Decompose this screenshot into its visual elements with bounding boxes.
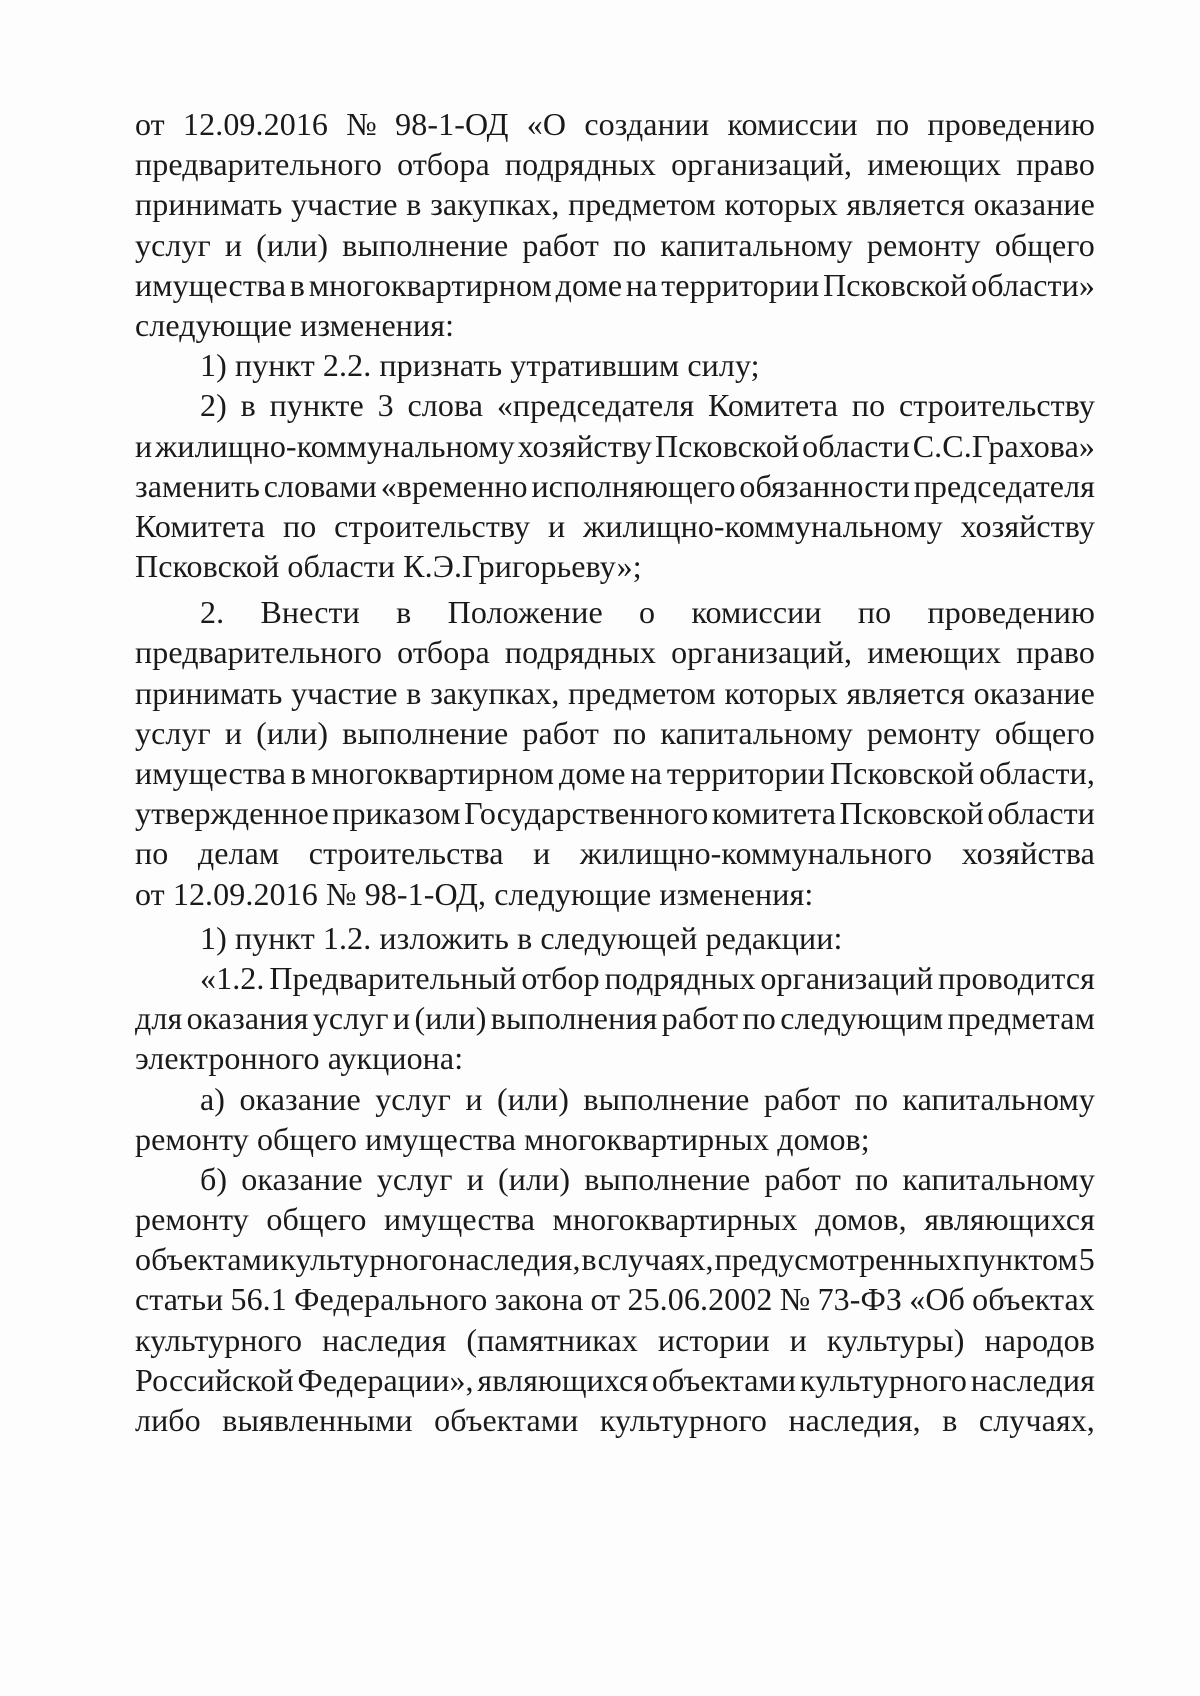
document-word: а): [200, 1080, 226, 1117]
document-word: проводится: [938, 959, 1095, 996]
document-word: право: [1016, 146, 1095, 183]
document-line: [135, 265, 1095, 305]
document-word: выявленными: [222, 1402, 413, 1438]
document-word: С.С.Грахова»: [912, 427, 1095, 464]
document-word: капитальному: [902, 1160, 1095, 1197]
document-word: оказание: [241, 1160, 363, 1197]
document-word: №: [779, 1281, 811, 1318]
document-word: выполнение: [342, 226, 509, 263]
document-word: отбора: [397, 146, 490, 183]
document-word: являющихся: [924, 1201, 1095, 1238]
document-word: от: [590, 1281, 621, 1318]
document-word: являющихся: [477, 1361, 649, 1398]
document-word: Предварительный: [269, 959, 517, 996]
document-word: организаций,: [671, 634, 853, 671]
document-word: общего: [266, 1201, 367, 1238]
document-word: культурного: [599, 1402, 767, 1438]
document-word: 12.09.2016: [183, 106, 329, 142]
document-word: отбор: [521, 959, 600, 996]
document-word: и: [533, 835, 551, 872]
document-word: культурного: [135, 1321, 303, 1358]
document-line: [135, 1159, 1095, 1199]
document-line: [135, 225, 1095, 265]
document-word: председателя: [913, 467, 1095, 504]
document-word: имущества: [384, 1201, 535, 1238]
document-word: и: [224, 226, 243, 263]
document-line: [135, 673, 1095, 713]
document-word: пункте: [269, 387, 364, 424]
document-word: б): [200, 1160, 228, 1197]
document-word: «О: [526, 106, 567, 142]
document-word: подрядных: [504, 146, 656, 183]
document-word: капитальному: [660, 714, 853, 751]
document-word: Комитета: [708, 387, 839, 424]
document-line: [135, 506, 1095, 546]
document-word: предметом: [568, 186, 716, 223]
document-word: делам: [197, 835, 280, 872]
document-word: предварительного: [135, 146, 383, 183]
document-body-text: [135, 104, 1095, 1440]
document-word: работ: [661, 1000, 739, 1037]
document-word: капитальному: [902, 1080, 1095, 1117]
document-word: истории: [657, 1321, 770, 1358]
document-word: Псковской: [823, 266, 968, 303]
document-word: по: [857, 594, 892, 631]
document-word: организаций,: [671, 146, 853, 183]
document-line: [135, 713, 1095, 753]
document-line: 1) пункт 1.2. изложить в следующей редакции:: [200, 919, 843, 956]
document-word: по: [855, 1160, 889, 1197]
document-word: домов,: [815, 1201, 907, 1238]
document-word: 2): [200, 387, 227, 424]
document-word: Федерального: [294, 1281, 488, 1318]
document-line: [135, 1400, 1095, 1440]
document-word: для: [135, 1000, 183, 1037]
document-line: [135, 144, 1095, 184]
document-word: имеющих: [867, 146, 1002, 183]
document-word: Федерации»,: [297, 1361, 474, 1398]
document-word: словами: [263, 467, 377, 504]
document-line: [135, 1320, 1095, 1360]
document-word: объектами: [651, 1361, 797, 1398]
document-line: 1) пункт 2.2. признать утратившим силу;: [200, 347, 760, 384]
document-word: в: [581, 1241, 597, 1278]
document-word: имущества: [135, 266, 286, 303]
document-word: наследия,: [448, 1241, 581, 1278]
document-word: которых: [724, 186, 838, 223]
document-word: комиссии: [691, 594, 822, 631]
document-word: по: [854, 1080, 889, 1117]
document-word: пунктом: [962, 1241, 1078, 1278]
document-word: работ: [522, 714, 599, 751]
document-word: ремонту: [866, 714, 981, 751]
document-word: культуры): [826, 1321, 965, 1358]
document-word: по: [742, 1000, 776, 1037]
document-line: электронного аукциона:: [135, 1040, 464, 1077]
document-word: Псковской: [839, 795, 984, 832]
document-word: (или): [498, 1160, 571, 1197]
document-word: Российской: [135, 1361, 294, 1398]
document-line: [135, 1239, 1095, 1279]
document-word: «председателя: [496, 387, 695, 424]
document-word: участие: [291, 186, 398, 223]
document-word: услуг: [135, 226, 211, 263]
document-word: на: [630, 755, 662, 791]
document-word: жилищно-коммунальному: [155, 427, 515, 464]
document-word: и: [465, 1080, 483, 1117]
document-word: (или): [496, 1080, 569, 1117]
document-word: комиссии: [727, 106, 858, 142]
document-word: проведению: [927, 594, 1095, 631]
document-word: 3: [377, 387, 394, 424]
document-word: (или): [256, 714, 329, 751]
document-line: [135, 958, 1095, 998]
document-word: случаях,: [597, 1241, 714, 1278]
document-word: территории: [661, 266, 820, 303]
document-word: и: [466, 1160, 484, 1197]
document-word: слова: [407, 387, 484, 424]
document-word: следующим: [780, 1000, 944, 1037]
document-line: Псковской области К.Э.Григорьеву»;: [135, 548, 642, 585]
document-word: (памятниках: [466, 1321, 638, 1358]
document-line: ремонту общего имущества многоквартирных домов;: [135, 1120, 870, 1157]
document-word: выполнение: [342, 714, 509, 751]
document-word: Псковской: [654, 427, 800, 464]
document-word: предварительного: [135, 634, 383, 671]
document-word: услуг: [376, 1160, 453, 1197]
document-word: по: [135, 835, 169, 872]
document-line: [135, 793, 1095, 833]
document-word: право: [1016, 634, 1095, 671]
document-word: ремонту: [135, 1201, 249, 1238]
document-word: области: [802, 427, 910, 464]
document-word: многоквартирных: [552, 1201, 798, 1238]
document-word: строительству: [334, 507, 531, 544]
document-word: работ: [522, 226, 599, 263]
document-word: в: [942, 1402, 958, 1438]
document-word: предусмотренных: [714, 1241, 962, 1278]
document-line: от 12.09.2016 № 98-1-ОД, следующие изменения:: [135, 875, 814, 912]
document-word: хозяйству: [517, 427, 653, 464]
document-word: исполняющего: [531, 467, 736, 504]
document-word: по: [612, 226, 647, 263]
document-word: ремонту: [866, 226, 981, 263]
document-word: приказом: [332, 795, 461, 832]
document-word: по: [875, 106, 910, 142]
document-word: народов: [984, 1321, 1095, 1358]
document-word: (или): [256, 226, 329, 263]
document-word: капитальному: [660, 226, 853, 263]
document-word: Положение: [447, 594, 603, 631]
document-word: «1.2.: [200, 959, 265, 996]
document-word: хозяйства: [961, 835, 1095, 872]
document-word: либо: [135, 1402, 201, 1438]
document-word: подрядных: [504, 634, 656, 671]
document-line: [135, 592, 1095, 632]
document-line: [135, 632, 1095, 672]
document-word: 73-ФЗ: [817, 1281, 903, 1318]
document-word: заменить: [135, 467, 260, 504]
document-word: 56.1: [230, 1281, 287, 1318]
document-word: оказание: [239, 1080, 361, 1117]
document-line: [135, 833, 1095, 873]
document-word: доме: [559, 755, 626, 791]
document-word: закона: [494, 1281, 584, 1318]
document-word: в: [406, 186, 422, 223]
document-word: в: [240, 387, 256, 424]
document-word: области»: [971, 266, 1095, 303]
document-word: многоквартирном: [308, 266, 552, 303]
document-word: объектами: [135, 1241, 280, 1278]
document-word: и: [789, 1321, 807, 1358]
document-word: в: [396, 594, 412, 631]
document-word: работ: [764, 1160, 841, 1197]
document-word: 2.: [200, 594, 225, 631]
document-line: [135, 184, 1095, 224]
document-word: общего: [994, 714, 1095, 751]
document-word: Псковской: [829, 755, 975, 791]
document-line: [135, 104, 1095, 144]
document-line: [135, 466, 1095, 506]
document-word: многоквартирном: [311, 755, 555, 791]
document-word: закупках,: [430, 186, 560, 223]
document-word: строительства: [308, 835, 504, 872]
document-word: комитета: [711, 795, 837, 832]
document-word: в: [289, 266, 305, 303]
document-word: наследия,: [788, 1402, 921, 1438]
document-word: принимать: [135, 186, 283, 223]
document-word: 98-1-ОД: [395, 106, 509, 142]
document-word: оказание: [973, 674, 1095, 711]
document-word: 25.06.2002: [627, 1281, 773, 1318]
document-word: на: [625, 266, 658, 303]
document-line: [135, 753, 1095, 793]
document-line: [135, 385, 1095, 425]
document-word: работ: [763, 1080, 841, 1117]
document-word: жилищно-коммунальному: [583, 507, 943, 544]
document-word: Комитета: [135, 507, 266, 544]
document-word: наследия: [970, 1361, 1095, 1398]
document-word: о: [639, 594, 656, 631]
document-word: услуг: [312, 1000, 389, 1037]
document-word: организаций: [760, 959, 934, 996]
document-word: 5: [1078, 1241, 1095, 1278]
document-word: Внести: [260, 594, 360, 631]
document-word: выполнение: [584, 1160, 751, 1197]
document-word: жилищно-коммунального: [579, 835, 933, 872]
document-word: принимать: [135, 674, 283, 711]
document-word: подрядных: [604, 959, 756, 996]
document-word: является: [846, 186, 965, 223]
document-word: отбора: [397, 634, 490, 671]
document-line: [135, 1279, 1095, 1319]
document-line: [135, 1199, 1095, 1239]
document-word: является: [846, 674, 965, 711]
document-word: выполнение: [583, 1080, 750, 1117]
document-word: услуг: [135, 714, 211, 751]
document-word: услуг: [375, 1080, 451, 1117]
document-word: культурного: [280, 1241, 448, 1278]
document-word: и: [392, 1000, 411, 1037]
document-word: участие: [291, 674, 398, 711]
document-word: «временно: [380, 467, 528, 504]
document-word: и: [135, 427, 153, 464]
document-word: объектах: [972, 1281, 1095, 1318]
document-word: случаях,: [978, 1402, 1095, 1438]
document-line: [135, 998, 1095, 1038]
document-word: оказание: [973, 186, 1095, 223]
document-word: объектами: [434, 1402, 579, 1438]
document-word: области,: [979, 755, 1095, 791]
document-word: Государственного: [464, 795, 709, 832]
document-word: выполнения: [490, 1000, 658, 1037]
document-word: и: [224, 714, 243, 751]
document-word: по: [612, 714, 647, 751]
document-word: и: [548, 507, 566, 544]
document-word: предметом: [568, 674, 716, 711]
document-word: территории: [666, 755, 826, 791]
document-line: следующие изменения:: [135, 306, 455, 343]
document-word: №: [346, 106, 377, 142]
document-word: оказания: [186, 1000, 309, 1037]
document-word: закупках,: [430, 674, 560, 711]
document-word: (или): [414, 1000, 487, 1037]
document-word: в: [406, 674, 422, 711]
document-line: [135, 1079, 1095, 1119]
document-word: общего: [994, 226, 1095, 263]
document-word: культурного: [799, 1361, 968, 1398]
document-word: которых: [724, 674, 838, 711]
document-word: имущества: [135, 755, 286, 791]
document-word: по: [851, 387, 886, 424]
document-word: имеющих: [867, 634, 1002, 671]
document-word: области: [987, 795, 1095, 832]
document-word: обязанности: [739, 467, 910, 504]
document-word: по: [282, 507, 317, 544]
document-word: от: [135, 106, 165, 142]
document-word: «Об: [909, 1281, 965, 1318]
document-word: предметам: [947, 1000, 1095, 1037]
document-line: [135, 426, 1095, 466]
document-word: создании: [584, 106, 710, 142]
document-word: статьи: [135, 1281, 224, 1318]
document-line: [135, 1360, 1095, 1400]
document-word: хозяйству: [960, 507, 1095, 544]
document-word: доме: [555, 266, 623, 303]
document-word: утвержденное: [135, 795, 329, 832]
document-word: наследия: [322, 1321, 447, 1358]
document-word: в: [290, 755, 307, 791]
document-word: строительству: [899, 387, 1095, 424]
document-word: проведению: [927, 106, 1095, 142]
